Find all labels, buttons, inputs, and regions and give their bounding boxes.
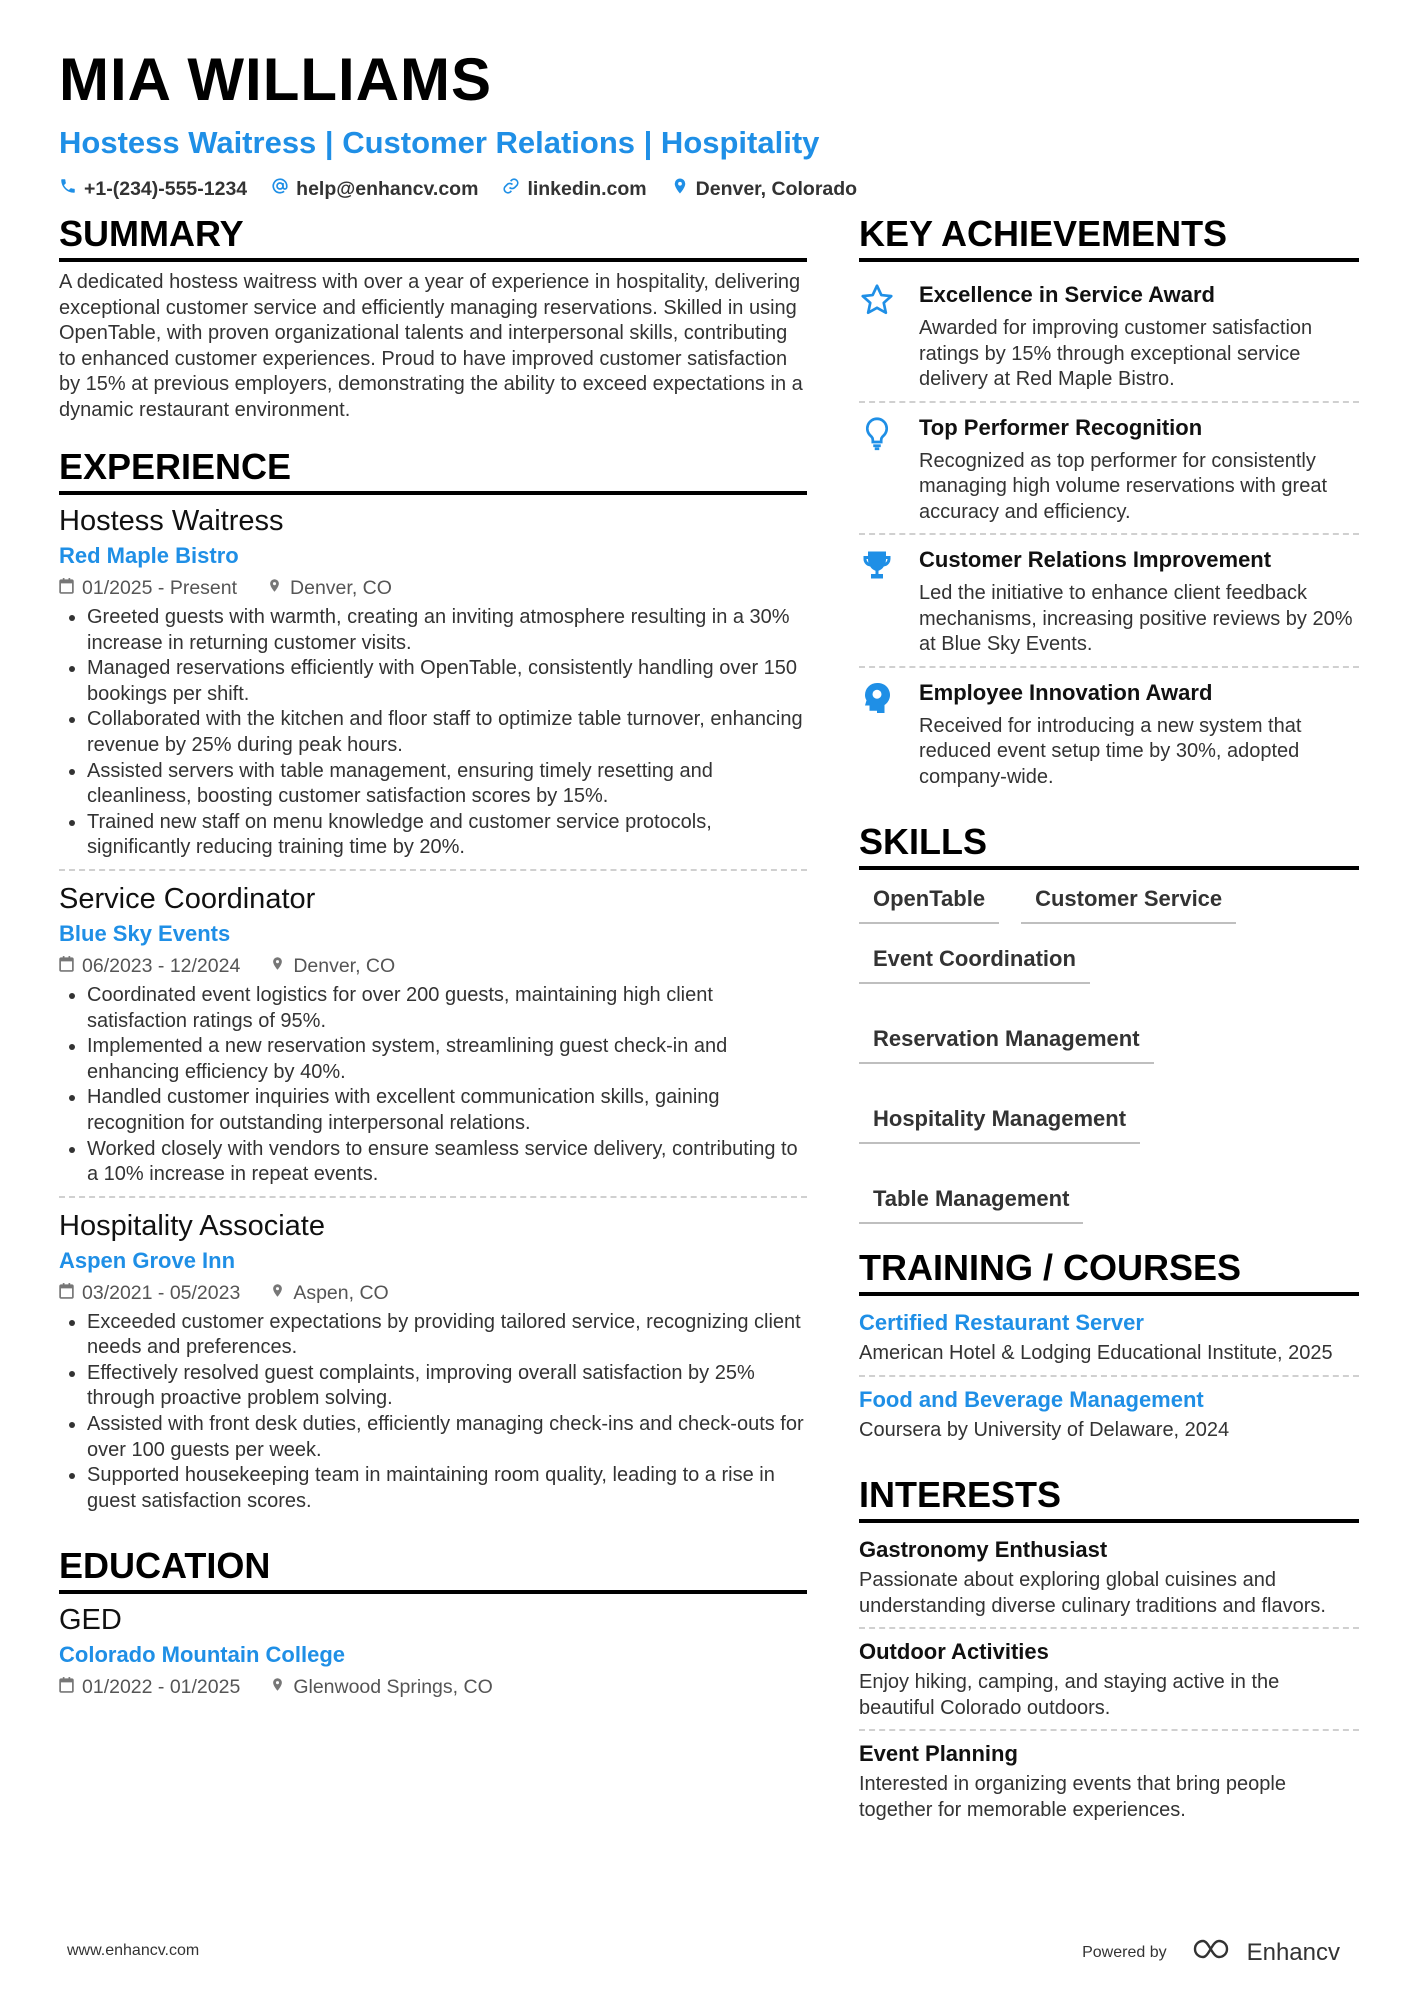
education-section bbox=[59, 1544, 807, 1710]
interest-title: Event Planning bbox=[859, 1741, 1018, 1766]
location-pin-icon bbox=[270, 1278, 285, 1308]
skill-tag: Customer Service bbox=[1021, 884, 1236, 924]
interest-title: Outdoor Activities bbox=[859, 1639, 1049, 1664]
bullet-item: • Implemented a new reservation system, streamlining guest check-in and enhancing efficiency by 40%. bbox=[87, 1034, 807, 1085]
skills-heading: SKILLS bbox=[859, 820, 1359, 870]
achievement-item bbox=[859, 270, 1359, 403]
achievements-section bbox=[859, 212, 1359, 798]
location-pin-icon bbox=[270, 1672, 285, 1702]
job-dates: 06/2023 - 12/2024 bbox=[82, 954, 241, 977]
course-provider: American Hotel & Lodging Educational Institute, 2025 bbox=[859, 1342, 1333, 1364]
achievement-desc: Led the initiative to enhance client feedback mechanisms, increasing positive reviews by 20% at Blue Sky Events. bbox=[919, 582, 1353, 655]
skill-tag: Hospitality Management bbox=[859, 1104, 1140, 1144]
location-pin-icon bbox=[267, 573, 282, 603]
calendar-icon bbox=[59, 1278, 74, 1308]
job-meta bbox=[59, 573, 807, 603]
job-bullets bbox=[59, 605, 807, 861]
achievement-title: Customer Relations Improvement bbox=[919, 547, 1272, 572]
job-meta bbox=[59, 1278, 807, 1308]
bullet-item: • Effectively resolved guest complaints, improving overall satisfaction by 25% through proactive problem solving. bbox=[87, 1361, 807, 1412]
footer-branding bbox=[1082, 1935, 1340, 1970]
achievement-title: Top Performer Recognition bbox=[919, 414, 1203, 440]
location-pin-icon bbox=[671, 177, 689, 201]
skills-section bbox=[859, 820, 1359, 1224]
job-title: Service Coordinator bbox=[59, 882, 316, 915]
at-icon bbox=[271, 177, 289, 201]
interest-desc: Enjoy hiking, camping, and staying active in the beautiful Colorado outdoors. bbox=[859, 1671, 1280, 1719]
job-bullets bbox=[59, 983, 807, 1188]
linkedin-text: linkedin.com bbox=[527, 177, 647, 200]
bullet-item: • Managed reservations efficiently with OpenTable, consistently handling over 150 bookings per shift. bbox=[87, 656, 807, 707]
job-location: Aspen, CO bbox=[293, 1281, 389, 1304]
experience-heading: EXPERIENCE bbox=[59, 445, 807, 495]
job-meta bbox=[59, 951, 807, 981]
interests-heading: INTERESTS bbox=[859, 1473, 1359, 1523]
achievement-title: Employee Innovation Award bbox=[919, 679, 1213, 705]
achievement-title: Excellence in Service Award bbox=[919, 282, 1215, 307]
candidate-tagline: Hostess Waitress | Customer Relations | Hospitality bbox=[59, 125, 820, 160]
bullet-item: • Worked closely with vendors to ensure seamless service delivery, contributing to a 10% increase in repeat events. bbox=[87, 1137, 807, 1188]
calendar-icon bbox=[59, 951, 74, 981]
interest-item bbox=[859, 1531, 1359, 1629]
interest-desc: Interested in organizing events that bring people together for memorable experiences. bbox=[859, 1773, 1286, 1821]
bullet-item: • Handled customer inquiries with excellent communication skills, gaining recognition for outstanding interpersonal relations. bbox=[87, 1085, 807, 1136]
interests-section bbox=[859, 1473, 1359, 1831]
contact-linkedin[interactable] bbox=[502, 177, 646, 201]
skills-list bbox=[859, 878, 1359, 1224]
summary-heading: SUMMARY bbox=[59, 212, 807, 262]
brand-name: Enhancv bbox=[1246, 1938, 1340, 1966]
trophy-icon bbox=[859, 545, 899, 658]
resume-header bbox=[59, 40, 1359, 201]
course-item bbox=[859, 1381, 1359, 1452]
bullet-item: • Assisted with front desk duties, efficiently managing check-ins and check-outs for over 100 guests per week. bbox=[87, 1412, 807, 1463]
bullet-item: • Greeted guests with warmth, creating an inviting atmosphere resulting in a 30% increase in returning customer visits. bbox=[87, 605, 807, 656]
bullet-item: • Assisted servers with table management, ensuring timely resetting and cleanliness, boosting customer satisfaction scores by 15%. bbox=[87, 759, 807, 810]
head-idea-icon bbox=[859, 678, 899, 791]
course-title: Food and Beverage Management bbox=[859, 1386, 1204, 1412]
phone-text: +1-(234)-555-1234 bbox=[84, 177, 248, 200]
interest-desc: Passionate about exploring global cuisines and understanding diverse culinary traditions and flavors. bbox=[859, 1569, 1326, 1617]
course-item bbox=[859, 1304, 1359, 1377]
star-icon bbox=[859, 280, 899, 393]
right-column bbox=[859, 212, 1359, 1853]
achievement-item bbox=[859, 668, 1359, 799]
achievements-heading: KEY ACHIEVEMENTS bbox=[859, 212, 1359, 262]
education-entry bbox=[59, 1602, 807, 1710]
phone-icon bbox=[59, 177, 77, 201]
achievement-item bbox=[859, 535, 1359, 668]
course-title: Certified Restaurant Server bbox=[859, 1310, 1144, 1335]
education-location: Glenwood Springs, CO bbox=[293, 1676, 493, 1699]
candidate-name: MIA WILLIAMS bbox=[59, 46, 493, 113]
experience-section bbox=[59, 445, 807, 1522]
job-entry bbox=[59, 503, 807, 871]
interest-item bbox=[859, 1633, 1359, 1731]
powered-by-text: Powered by bbox=[1082, 1943, 1167, 1961]
summary-text: A dedicated hostess waitress with over a year of experience in hospitality, delivering exceptional customer service and efficiently managing reservations. Skilled in using OpenTable, with proven organizational talents and interpersonal skills, contributing to enhanced customer experiences. Proud to have improved customer satisfaction by 15% at previous employers, demonstrating the ability to exceed expectations in a dynamic restaurant environment. bbox=[59, 271, 803, 421]
job-dates: 03/2021 - 05/2023 bbox=[82, 1281, 241, 1304]
achievement-desc: Awarded for improving customer satisfaction ratings by 15% through exceptional service delivery at Red Maple Bistro. bbox=[919, 317, 1313, 390]
training-heading: TRAINING / COURSES bbox=[859, 1246, 1359, 1296]
achievement-desc: Recognized as top performer for consistently managing high volume reservations with great accuracy and efficiency. bbox=[919, 449, 1327, 523]
calendar-icon bbox=[59, 573, 74, 603]
education-meta bbox=[59, 1672, 807, 1702]
job-location: Denver, CO bbox=[290, 577, 392, 599]
achievement-item bbox=[859, 403, 1359, 536]
skill-tag: Event Coordination bbox=[859, 944, 1090, 984]
bullet-item: • Collaborated with the kitchen and floor staff to optimize table turnover, enhancing revenue by 25% during peak hours. bbox=[87, 707, 807, 758]
job-entry bbox=[59, 881, 807, 1198]
bullet-item: • Exceeded customer expectations by providing tailored service, recognizing client needs and preferences. bbox=[87, 1310, 807, 1361]
interest-title: Gastronomy Enthusiast bbox=[859, 1537, 1108, 1562]
email-text: help@enhancv.com bbox=[296, 177, 479, 200]
achievement-desc: Received for introducing a new system that reduced event setup time by 30%, adopted company-wide. bbox=[919, 714, 1302, 788]
company-name: Red Maple Bistro bbox=[59, 543, 239, 568]
course-provider: Coursera by University of Delaware, 2024 bbox=[859, 1418, 1230, 1441]
bullet-item: • Trained new staff on menu knowledge and customer service protocols, significantly reducing training time by 20%. bbox=[87, 810, 807, 861]
location-pin-icon bbox=[270, 951, 285, 981]
job-title: Hostess Waitress bbox=[59, 505, 284, 537]
degree: GED bbox=[59, 1604, 122, 1637]
link-icon bbox=[502, 177, 520, 201]
company-name: Blue Sky Events bbox=[59, 920, 231, 946]
contact-phone[interactable] bbox=[59, 177, 247, 201]
bullet-item: • Coordinated event logistics for over 200 guests, maintaining high client satisfaction ratings of 95%. bbox=[87, 983, 807, 1034]
contact-location bbox=[671, 177, 857, 201]
summary-section bbox=[59, 212, 807, 423]
interest-item bbox=[859, 1735, 1359, 1831]
skill-tag: Table Management bbox=[859, 1184, 1083, 1224]
location-text: Denver, Colorado bbox=[695, 177, 858, 200]
contact-bar bbox=[59, 177, 1359, 201]
job-title: Hospitality Associate bbox=[59, 1209, 325, 1242]
education-dates: 01/2022 - 01/2025 bbox=[82, 1676, 241, 1699]
education-heading: EDUCATION bbox=[59, 1544, 807, 1594]
enhancv-logo-icon bbox=[1191, 1935, 1239, 1970]
calendar-icon bbox=[59, 1672, 74, 1702]
skill-tag: Reservation Management bbox=[859, 1024, 1154, 1064]
job-entry bbox=[59, 1208, 807, 1523]
bullet-item: • Supported housekeeping team in maintaining room quality, leading to a rise in guest satisfaction scores. bbox=[87, 1463, 807, 1514]
job-bullets bbox=[59, 1310, 807, 1515]
company-name: Aspen Grove Inn bbox=[59, 1247, 236, 1273]
lightbulb-icon bbox=[859, 413, 899, 526]
job-dates: 01/2025 - Present bbox=[82, 577, 238, 599]
job-location: Denver, CO bbox=[293, 954, 396, 977]
contact-email[interactable] bbox=[271, 177, 478, 201]
enhancv-logo[interactable] bbox=[1191, 1935, 1340, 1970]
left-column bbox=[59, 212, 807, 1732]
school-name: Colorado Mountain College bbox=[59, 1642, 345, 1668]
footer-website[interactable]: www.enhancv.com bbox=[67, 1942, 200, 1959]
training-section bbox=[859, 1246, 1359, 1451]
skill-tag: OpenTable bbox=[859, 884, 999, 924]
